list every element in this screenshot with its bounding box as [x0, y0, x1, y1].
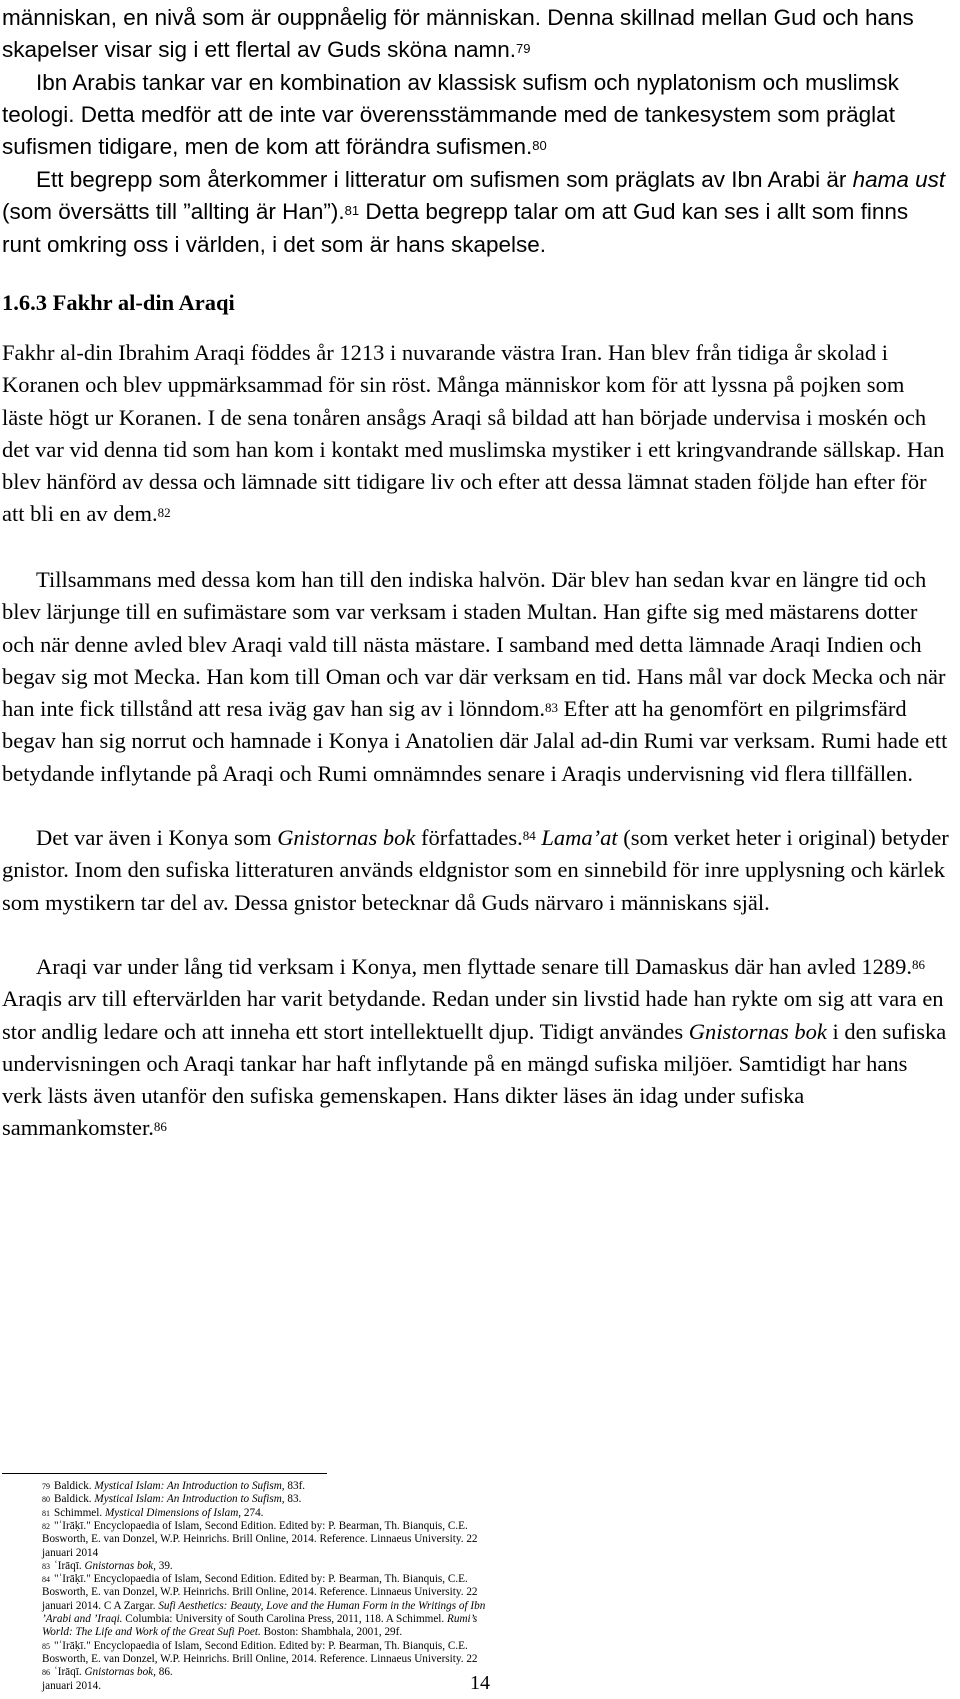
paragraph-text: Araqis arv till eftervärlden har varit betydande. Redan under sin livstid hade han rykte om sig att vara en stor andlig ledare och att inneha ett stort intellektuellt djup. Tidigt användes — [2, 986, 944, 1044]
footnote-italic: Gnistornas bok, — [84, 1666, 156, 1679]
footnote-line — [42, 1573, 952, 1586]
footnote-separator — [2, 1473, 327, 1474]
footnote-italic: Mystical Dimensions of Islam — [104, 1506, 239, 1519]
footnote-text: januari 2014. — [42, 1679, 102, 1692]
footnote-line — [42, 1653, 952, 1666]
footnote-text: Columbia: University of South Carolina Press, 2011, 118. A Schimmel. — [125, 1613, 445, 1625]
paragraph-text: Ibn Arabis tankar var en kombination av klassisk sufism och nyplatonism och muslimsk teologi. Detta medför att de inte var överensstämmande med de tankesystem som präglat sufismen tidigare, men de kom att förändra sufismen. — [2, 69, 899, 160]
footnote-italic: Sufi Aesthetics: Beauty, Love and the Human Form in the Writings of Ibn — [158, 1599, 486, 1612]
footnote-ref: 86 — [153, 1118, 167, 1134]
italic-title: Gnistornas bok — [688, 1018, 827, 1044]
footnote-italic: Mystical Islam: An Introduction to Sufism, — [94, 1493, 285, 1506]
footnote-line — [42, 1520, 952, 1533]
footnote-ref: 82 — [157, 504, 171, 520]
footnote-number: 83 — [42, 1561, 50, 1571]
footnote-line — [42, 1600, 952, 1613]
body-paragraph-hama-ust — [2, 164, 950, 261]
footnote-number: 81 — [42, 1508, 50, 1518]
footnote-line — [42, 1626, 952, 1639]
paragraph-text: Fakhr al-din Ibrahim Araqi föddes år 1213 i nuvarande västra Iran. Han blev från tidiga år skolad i Koranen och blev uppmärksammad för sin röst. Många människor kom för att lyssna på pojken som läste högt ur Koranen. I de sena tonåren ansågs Araqi så bildad att han började undervisa i moskén och det var vid denna tid som han kom i kontakt med muslimska mystiker i ett kringvandrande sällskap. Han blev hänförd av dessa och lämnade sitt tidigare liv och efter att dessa lämnat staden följde han efter för att bli en av dem. — [2, 340, 945, 527]
footnote-text: ʿIrāqī. — [54, 1559, 82, 1572]
footnote-text: 83. — [287, 1493, 302, 1506]
footnote-text: "ʿIrāḳī." Encyclopaedia of Islam, Second Edition. Edited by: P. Bearman, Th. Bianquis, C.E. — [54, 1639, 468, 1652]
footnote-line — [42, 1680, 101, 1693]
paragraph-text: författades. — [420, 825, 523, 850]
paragraph-text: Araqi var under lång tid verksam i Konya, men flyttade senare till Damaskus där han avled 1289. — [36, 954, 912, 979]
footnote-text: Baldick. — [54, 1493, 92, 1506]
footnotes — [0, 1480, 960, 1692]
page-number: 14 — [470, 1672, 490, 1694]
body-paragraph-ibn-arabi — [2, 2, 950, 163]
footnote-text: Boston: Shambhala, 2001, 29f. — [263, 1626, 403, 1639]
footnote-text: Bosworth, E. van Donzel, W.P. Heinrichs. Brill Online, 2014. Reference. Linnaeus University. 22 — [42, 1533, 478, 1546]
footnote-ref: 84 — [522, 828, 536, 844]
paragraph-text: (som översätts till ”allting är Han”). — [2, 199, 345, 225]
italic-title: Gnistornas bok — [277, 825, 416, 850]
footnote-line — [42, 1493, 952, 1506]
footnote-ref: 79 — [515, 40, 531, 56]
footnote-line — [42, 1533, 952, 1546]
footnote-text: ʿIrāqī. — [54, 1666, 82, 1679]
paragraph-text: människan, en nivå som är ouppnåelig för människan. Denna skillnad mellan Gud och hans skapelser visar sig i ett flertal av Guds sköna namn. — [2, 5, 914, 63]
footnote-line — [42, 1666, 952, 1679]
footnote-line — [42, 1547, 952, 1560]
footnote-ref: 80 — [532, 137, 547, 153]
paragraph-text: Tillsammans med dessa kom han till den indiska halvön. Där blev han sedan kvar en längre tid och blev lärjunge till en sufimästare som var verksam i staden Multan. Han gifte sig med mästarens dotter och när denne avled blev Araqi vald till nästa mästare. I samband med detta lämnade Araqi Indien och begav sig mot Mecka. Han kom till Oman och var där verksam en tid. Hans mål var dock Mecka och när han inte fick tillstånd att resa iväg gav han sig av i lönndom. — [2, 567, 946, 722]
paragraph-text: i den sufiska undervisningen och Araqi tankar har haft inflytande på en mängd sufiska miljöer. Samtidigt har hans verk lästs även utanför den sufiska gemenskapen. Hans dikter läses än idag under sufiska sammankomster. — [2, 1018, 947, 1141]
body-paragraph-araqi-birth — [2, 337, 950, 531]
body-paragraph-travels — [2, 564, 950, 790]
italic-term: hama ust — [852, 167, 946, 192]
footnote-text: januari 2014. C A Zargar. — [42, 1599, 156, 1612]
footnote-number: 79 — [42, 1482, 50, 1491]
footnote-italic: Rumi’s — [447, 1613, 478, 1625]
paragraph-text: Det var även i Konya som — [36, 825, 272, 850]
paragraph-text: (som verket heter i original) betyder gnistor. Inom den sufiska litteraturen används eldgnistor som en sinnebild för inre upplysning och kärlek som mystikern tar del av. Dessa gnistor betecknar då Guds närvaro i människans själ. — [2, 825, 949, 915]
footnote-number: 85 — [42, 1641, 50, 1651]
footnote-text: 83f. — [287, 1480, 306, 1492]
footnote-number: 84 — [42, 1575, 50, 1585]
footnote-line — [42, 1480, 952, 1493]
footnote-italic: Mystical Islam: An Introduction to Sufism, — [94, 1480, 285, 1492]
paragraph-text: Detta begrepp talar om att Gud kan ses i allt som finns runt omkring oss i världen, i det som är hans skapelse. — [2, 199, 909, 257]
footnote-line — [42, 1613, 952, 1626]
footnote-number: 86 — [42, 1668, 50, 1678]
footnote-line — [42, 1560, 952, 1573]
body-paragraph-legacy — [2, 951, 950, 1145]
footnote-ref: 83 — [545, 699, 558, 715]
footnote-text: januari 2014 — [42, 1546, 99, 1559]
footnote-text: , 274. — [238, 1506, 264, 1519]
footnote-text: "ʿIrāḳī." Encyclopaedia of Islam, Second Edition. Edited by: P. Bearman, Th. Bianquis, C.E. — [54, 1519, 468, 1532]
footnote-ref: 81 — [344, 202, 360, 218]
footnote-italic: ’Arabi and ’Iraqi. — [42, 1613, 123, 1625]
body-paragraph-gnistornas-bok — [2, 822, 950, 919]
footnote-text: 86. — [158, 1666, 173, 1679]
italic-title: Lama’at — [541, 825, 618, 850]
footnote-text: Bosworth, E. van Donzel, W.P. Heinrichs. Brill Online, 2014. Reference. Linnaeus University. 22 — [42, 1586, 478, 1599]
footnote-text: Bosworth, E. van Donzel, W.P. Heinrichs. Brill Online, 2014. Reference. Linnaeus University. 22 — [42, 1652, 478, 1665]
paragraph-text: Ett begrepp som återkommer i litteratur om sufismen som präglats av Ibn Arabi är — [36, 167, 847, 192]
footnote-italic: Gnistornas bok, — [84, 1559, 156, 1572]
section-heading: 1.6.3 Fakhr al-din Araqi — [2, 290, 235, 315]
paragraph-text: Efter att ha genomfört en pilgrimsfärd begav han sig norrut och hamnade i Konya i Anatolien där Jalal ad-din Rumi var verksam. Rumi hade ett betydande inflytande på Araqi och Rumi omnämndes senare i Araqis undervisning vid flera tillfällen. — [2, 696, 948, 786]
footnote-text: Schimmel. — [54, 1506, 103, 1519]
footnote-line — [42, 1586, 952, 1599]
footnote-text: 39. — [158, 1559, 173, 1572]
footnote-number: 80 — [42, 1495, 50, 1505]
footnote-text: "ʿIrāḳī." Encyclopaedia of Islam, Second Edition. Edited by: P. Bearman, Th. Bianquis, C.E. — [54, 1573, 468, 1586]
footnote-number: 82 — [42, 1521, 50, 1531]
footnote-ref: 86 — [911, 957, 925, 973]
footnote-italic: World: The Life and Work of the Great Sufi Poet. — [42, 1626, 261, 1639]
footnote-line — [42, 1507, 952, 1520]
footnote-text: Baldick. — [54, 1480, 92, 1492]
footnote-line — [42, 1640, 952, 1653]
